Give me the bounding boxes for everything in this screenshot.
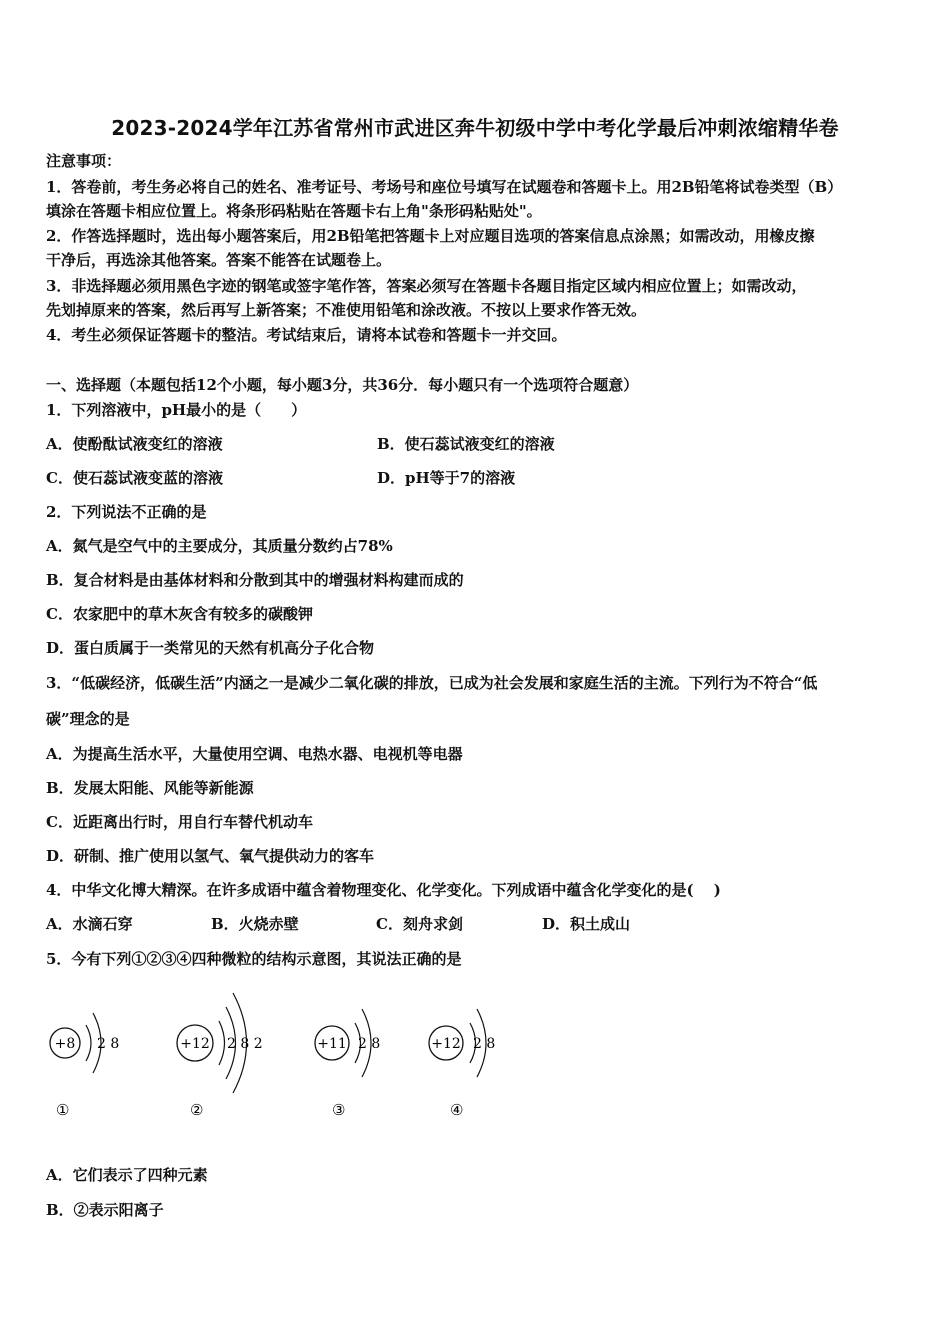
question-2-option-d: D．蛋白质属于一类常见的天然有机高分子化合物 bbox=[46, 639, 375, 657]
particle-1-diagram bbox=[50, 1013, 119, 1119]
particle-2-label: ② bbox=[190, 1101, 204, 1119]
question-3-stem: 3．“低碳经济，低碳生活”内涵之一是减少二氧化碳的排放，已成为社会发展和家庭生活的主流。下列行为不符合“低 bbox=[46, 674, 818, 692]
question-3-option-c: C．近距离出行时，用自行车替代机动车 bbox=[46, 813, 313, 831]
particle-3-diagram bbox=[315, 1009, 380, 1119]
question-1-option-a: A．使酚酞试液变红的溶液 bbox=[46, 435, 223, 453]
particle-4-label: ④ bbox=[450, 1101, 464, 1119]
question-4-option-a: A．水滴石穿 bbox=[46, 915, 133, 933]
question-1-option-c: C．使石蕊试液变蓝的溶液 bbox=[46, 469, 223, 487]
question-2-option-a: A．氮气是空气中的主要成分，其质量分数约占78% bbox=[46, 537, 393, 555]
particle-3-label: ③ bbox=[332, 1101, 346, 1119]
question-1-option-d: D．pH等于7的溶液 bbox=[377, 469, 516, 487]
notice-heading: 注意事项： bbox=[46, 152, 122, 170]
particle-2-diagram bbox=[177, 993, 263, 1119]
question-4-stem: 4．中华文化博大精深。在许多成语中蕴含着物理变化、化学变化。下列成语中蕴含化学变化的是( ) bbox=[46, 881, 721, 899]
notice-line: 先划掉原来的答案，然后再写上新答案；不准使用铅笔和涂改液。不按以上要求作答无效。 bbox=[46, 301, 647, 319]
section-heading: 一、选择题（本题包括12个小题，每小题3分，共36分．每小题只有一个选项符合题意） bbox=[46, 376, 639, 394]
particle-structure-diagrams bbox=[40, 985, 560, 1125]
notice-line: 填涂在答题卡相应位置上。将条形码粘贴在答题卡右上角"条形码粘贴处"。 bbox=[46, 202, 542, 220]
notice-line: 4．考生必须保证答题卡的整洁。考试结束后，请将本试卷和答题卡一并交回。 bbox=[46, 326, 567, 344]
notice-line: 2．作答选择题时，选出每小题答案后，用2B铅笔把答题卡上对应题目选项的答案信息点涂黑；如需改动，用橡皮擦 bbox=[46, 227, 815, 245]
question-3-option-d: D．研制、推广使用以氢气、氧气提供动力的客车 bbox=[46, 847, 375, 865]
notice-line: 3．非选择题必须用黑色字迹的钢笔或签字笔作答，答案必须写在答题卡各题目指定区域内相应位置上；如需改动， bbox=[46, 277, 807, 295]
particle-1-label: ① bbox=[56, 1101, 70, 1119]
question-2-option-b: B．复合材料是由基体材料和分散到其中的增强材料构建而成的 bbox=[46, 571, 464, 589]
particle-1-shells: 2 8 bbox=[97, 1036, 120, 1052]
question-2-option-c: C．农家肥中的草木灰含有较多的碳酸钾 bbox=[46, 605, 313, 623]
particle-4-nucleus: +12 bbox=[431, 1036, 461, 1052]
question-1-stem: 1．下列溶液中，pH最小的是（ ） bbox=[46, 401, 307, 419]
particle-3-shells: 2 8 bbox=[358, 1036, 381, 1052]
question-4-option-d: D．积土成山 bbox=[542, 915, 631, 933]
question-4-option-c: C．刻舟求剑 bbox=[376, 915, 463, 933]
exam-title: 2023-2024学年江苏省常州市武进区奔牛初级中学中考化学最后冲刺浓缩精华卷 bbox=[111, 116, 839, 140]
particle-4-diagram bbox=[429, 1009, 495, 1119]
particle-2-nucleus: +12 bbox=[180, 1036, 210, 1052]
question-4-option-b: B．火烧赤壁 bbox=[211, 915, 299, 933]
particle-3-nucleus: +11 bbox=[317, 1036, 347, 1052]
question-3-stem-cont: 碳”理念的是 bbox=[46, 710, 130, 728]
question-1-option-b: B．使石蕊试液变红的溶液 bbox=[377, 435, 555, 453]
notice-line: 干净后，再选涂其他答案。答案不能答在试题卷上。 bbox=[46, 251, 392, 269]
question-5-stem: 5．今有下列①②③④四种微粒的结构示意图，其说法正确的是 bbox=[46, 950, 462, 968]
question-5-option-a: A．它们表示了四种元素 bbox=[46, 1166, 208, 1184]
particle-4-shells: 2 8 bbox=[473, 1036, 496, 1052]
question-3-option-b: B．发展太阳能、风能等新能源 bbox=[46, 779, 254, 797]
particle-1-nucleus: +8 bbox=[54, 1036, 76, 1052]
notice-line: 1．答卷前，考生务必将自己的姓名、准考证号、考场号和座位号填写在试题卷和答题卡上。用2B铅笔将试卷类型（B） bbox=[46, 178, 843, 196]
particle-2-shells: 2 8 2 bbox=[227, 1036, 263, 1052]
question-2-stem: 2．下列说法不正确的是 bbox=[46, 503, 207, 521]
question-3-option-a: A．为提高生活水平，大量使用空调、电热水器、电视机等电器 bbox=[46, 745, 463, 763]
question-5-option-b: B．②表示阳离子 bbox=[46, 1201, 164, 1219]
